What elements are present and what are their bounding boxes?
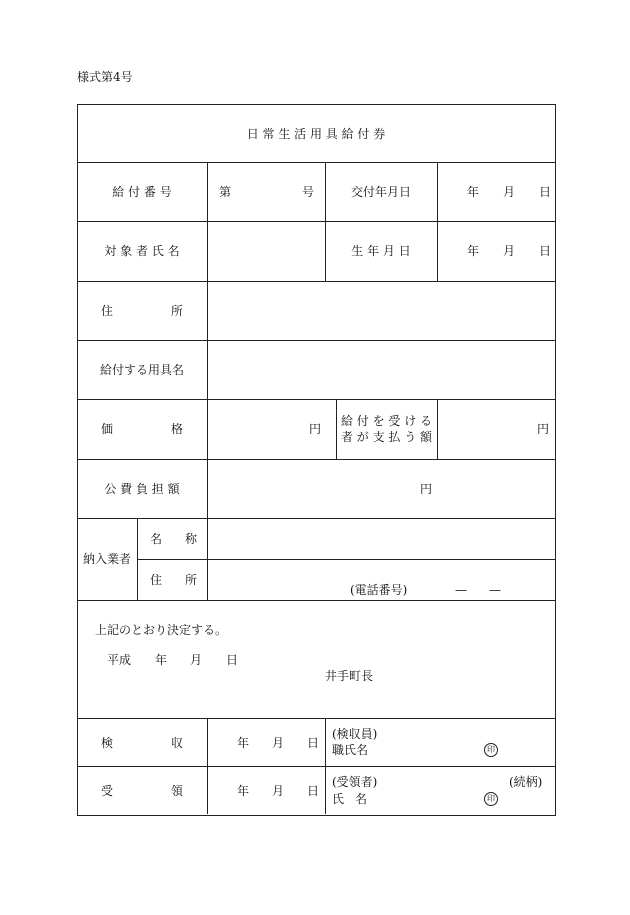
payer-amount-label-line2: 者 が 支 払 う 額: [340, 430, 433, 444]
phone-number-dash: —: [489, 583, 501, 597]
decision-text: 上記のとおり決定する。: [95, 623, 228, 637]
subject-name-label: 対 象 者 氏 名: [104, 244, 180, 258]
recipient-relation: (続柄): [509, 775, 543, 789]
vendor-address-label-b: 所: [185, 573, 198, 587]
column-divider: [437, 399, 438, 459]
decision-day: 日: [226, 653, 239, 667]
recipient-name-label-a: 氏: [332, 792, 345, 806]
column-divider: [325, 718, 326, 814]
birth-date-day: 日: [539, 244, 552, 258]
row-divider: [77, 399, 555, 400]
grant-number-label: 給 付 番 号: [112, 185, 172, 199]
vendor-name-label-b: 称: [185, 532, 198, 546]
row-divider: [77, 340, 555, 341]
row-divider: [77, 518, 555, 519]
receipt-year: 年: [237, 784, 250, 798]
mayor-title: 井手町長: [325, 669, 374, 683]
vendor-address-label-a: 住: [150, 573, 163, 587]
vendor-name-label-a: 名: [150, 532, 163, 546]
price-label-a: 価: [101, 422, 114, 436]
form-title: 日 常 生 活 用 具 給 付 券: [246, 127, 386, 141]
row-divider: [77, 221, 555, 222]
decision-era: 平成: [107, 653, 132, 667]
item-name-label: 給付する用具名: [99, 363, 184, 377]
issue-date-label: 交付年月日: [350, 185, 411, 199]
public-burden-label: 公 費 負 担 額: [104, 482, 180, 496]
issue-date-day: 日: [539, 185, 552, 199]
issue-date-year: 年: [467, 185, 480, 199]
grant-number-dai: 第: [219, 185, 232, 199]
column-divider: [437, 162, 438, 281]
form-number: 様式第4号: [77, 70, 133, 84]
receipt-label-a: 受: [101, 784, 114, 798]
vendor-label: 納入業者: [82, 552, 131, 566]
column-divider: [137, 518, 138, 600]
inspection-year: 年: [237, 736, 250, 750]
seal-mark: 印: [484, 792, 498, 806]
row-divider: [77, 459, 555, 460]
column-divider: [207, 162, 208, 600]
payer-amount-yen: 円: [537, 422, 550, 436]
issue-date-month: 月: [503, 185, 516, 199]
public-burden-yen: 円: [420, 482, 433, 496]
row-divider: [137, 559, 555, 560]
inspection-day: 日: [307, 736, 320, 750]
column-divider: [336, 399, 337, 459]
row-divider: [77, 600, 555, 601]
birth-date-month: 月: [503, 244, 516, 258]
birth-date-year: 年: [467, 244, 480, 258]
inspector-staff-name-label: 職氏名: [332, 743, 369, 757]
grant-number-go: 号: [302, 185, 315, 199]
payer-amount-label-line1: 給 付 を 受 け る: [340, 414, 433, 428]
inspector-role: (検収員): [332, 727, 378, 741]
price-yen: 円: [309, 422, 322, 436]
recipient-role: (受領者): [332, 775, 378, 789]
row-divider: [77, 162, 555, 163]
column-divider: [325, 162, 326, 281]
receipt-month: 月: [272, 784, 285, 798]
receipt-label-b: 領: [171, 784, 184, 798]
receipt-day: 日: [307, 784, 320, 798]
inspection-label-b: 収: [171, 736, 184, 750]
row-divider: [77, 766, 555, 767]
row-divider: [77, 281, 555, 282]
decision-month: 月: [190, 653, 203, 667]
voucher-form: [77, 104, 556, 816]
column-divider: [207, 718, 208, 814]
address-label-b: 所: [171, 304, 184, 318]
phone-number-dash: —: [455, 583, 467, 597]
seal-mark: 印: [484, 743, 498, 757]
inspection-month: 月: [272, 736, 285, 750]
recipient-name-label-b: 名: [355, 792, 368, 806]
address-label-a: 住: [101, 304, 114, 318]
inspection-label-a: 検: [101, 736, 114, 750]
row-divider: [77, 718, 555, 719]
birth-date-label: 生 年 月 日: [351, 244, 411, 258]
decision-year: 年: [155, 653, 168, 667]
price-label-b: 格: [171, 422, 184, 436]
phone-number-label: (電話番号): [350, 583, 408, 597]
